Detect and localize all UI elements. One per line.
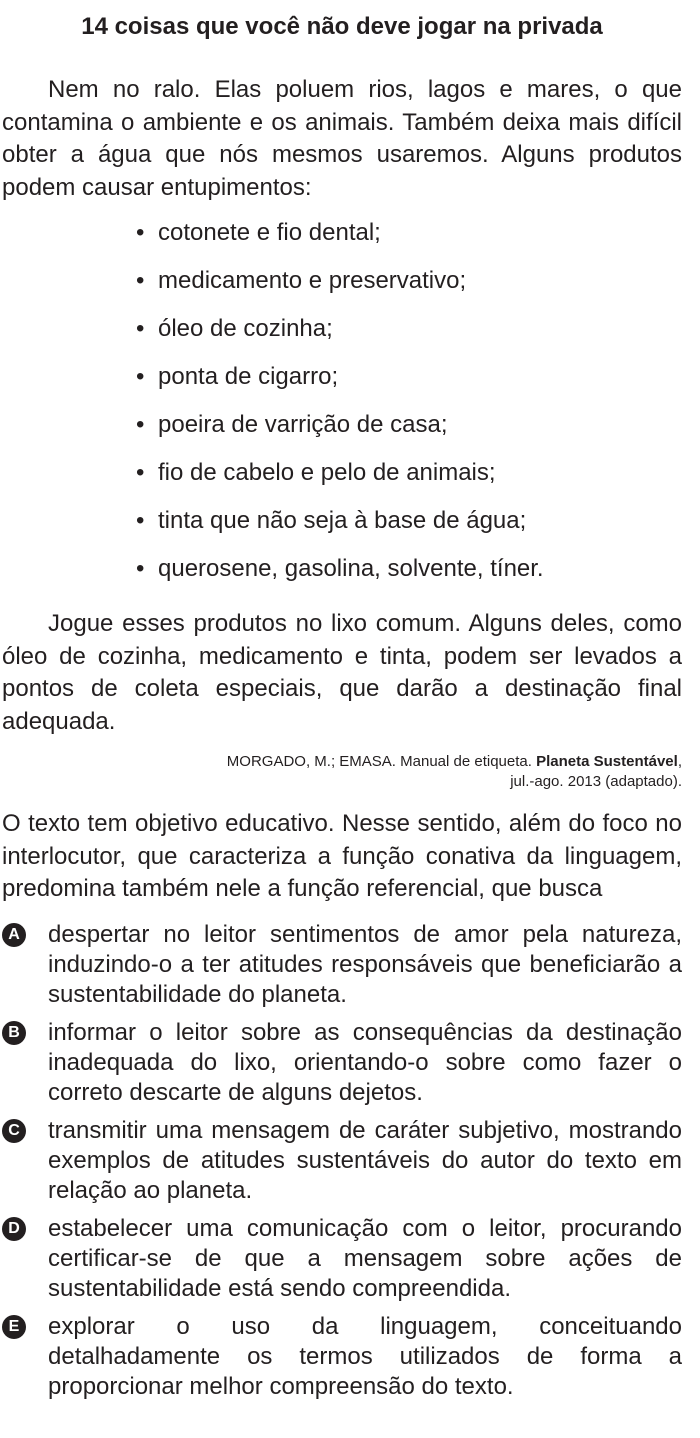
source-date: jul.-ago. 2013 (adaptado). <box>510 773 682 790</box>
answer-option-e[interactable] <box>2 1312 682 1402</box>
closing-paragraph: Jogue esses produtos no lixo comum. Alguns deles, como óleo de cozinha, medicamento e tinta, podem ser levados a pontos de coleta especiais, que darão a destinação final adequada. <box>2 610 682 735</box>
list-item-text: medicamento e preservativo; <box>158 267 467 294</box>
list-item-text: cotonete e fio dental; <box>158 219 381 246</box>
bullet-icon: • <box>136 267 145 294</box>
list-item-text: ponta de cigarro; <box>158 363 339 390</box>
bullet-icon: • <box>136 459 145 486</box>
option-letter-icon: B <box>2 1021 26 1045</box>
option-text: informar o leitor sobre as consequências da destinação inadequada do lixo, orientando-o sobre como fazer o correto descarte de alguns dejetos. <box>48 1018 682 1106</box>
list-item <box>136 218 682 266</box>
list-item <box>136 362 682 410</box>
answer-option-b[interactable] <box>2 1018 682 1108</box>
list-item <box>136 458 682 506</box>
list-item <box>136 410 682 458</box>
answer-option-d[interactable] <box>2 1214 682 1304</box>
source-citation: MORGADO, M.; EMASA. Manual de etiqueta. Planeta Sustentável, jul.-ago. 2013 (adaptado). <box>226 753 682 790</box>
bullet-icon: • <box>136 411 145 438</box>
list-item-text: óleo de cozinha; <box>158 315 333 342</box>
question-stem: O texto tem objetivo educativo. Nesse sentido, além do foco no interlocutor, que caracteriza a função conativa da linguagem, predomina também nele a função referencial, que busca <box>2 810 682 902</box>
bullet-icon: • <box>136 219 145 246</box>
item-list <box>136 218 682 602</box>
answer-option-a[interactable] <box>2 920 682 1010</box>
bullet-icon: • <box>136 363 145 390</box>
intro-paragraph: Nem no ralo. Elas poluem rios, lagos e mares, o que contamina o ambiente e os animais. Também deixa mais difícil obter a água que nós mesmos usaremos. Alguns produtos podem causar entupimentos: <box>2 76 682 201</box>
option-letter-icon: C <box>2 1119 26 1143</box>
list-item-text: poeira de varrição de casa; <box>158 411 448 438</box>
list-item-text: tinta que não seja à base de água; <box>158 507 527 534</box>
option-text: transmitir uma mensagem de caráter subjetivo, mostrando exemplos de atitudes sustentáveis do autor do texto em relação ao planeta. <box>48 1116 682 1204</box>
list-item <box>136 554 682 602</box>
list-item <box>136 314 682 362</box>
document-title: 14 coisas que você não deve jogar na privada <box>81 13 603 40</box>
option-text: despertar no leitor sentimentos de amor pela natureza, induzindo-o a ter atitudes responsáveis que beneficiarão a sustentabilidade do planeta. <box>48 920 682 1008</box>
list-item-text: querosene, gasolina, solvente, tíner. <box>158 555 544 582</box>
option-text: explorar o uso da linguagem, conceituando detalhadamente os termos utilizados de forma a proporcionar melhor compreensão do texto. <box>48 1312 682 1400</box>
list-item <box>136 506 682 554</box>
option-letter-icon: D <box>2 1217 26 1241</box>
source-prefix: MORGADO, M.; EMASA. Manual de etiqueta. <box>226 753 532 770</box>
option-letter-icon: E <box>2 1315 26 1339</box>
option-text: estabelecer uma comunicação com o leitor, procurando certificar-se de que a mensagem sobre ações de sustentabilidade está sendo compreendida. <box>48 1214 682 1302</box>
bullet-icon: • <box>136 507 145 534</box>
option-letter-icon: A <box>2 923 26 947</box>
bullet-icon: • <box>136 315 145 342</box>
list-item <box>136 266 682 314</box>
bullet-icon: • <box>136 555 145 582</box>
source-publication: Planeta Sustentável <box>536 753 678 770</box>
answer-option-c[interactable] <box>2 1116 682 1206</box>
answer-options <box>2 920 682 1402</box>
list-item-text: fio de cabelo e pelo de animais; <box>158 459 496 486</box>
